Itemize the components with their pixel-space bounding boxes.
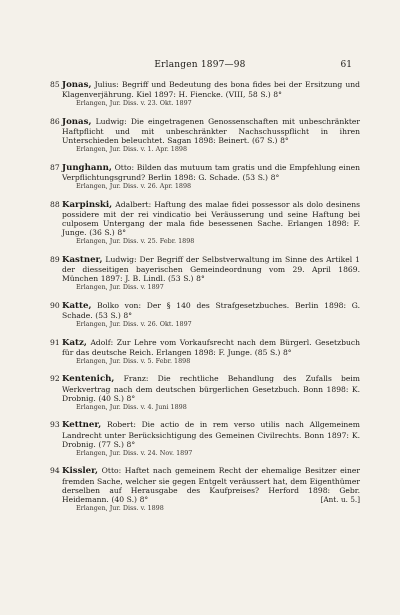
- bibliography-entry: [50, 254, 360, 292]
- bibliography-entry: [50, 162, 360, 191]
- entry-number: 94: [50, 466, 60, 476]
- entry-author: Kettner,: [62, 420, 102, 431]
- entry-text: [62, 420, 360, 449]
- entry-text: [62, 338, 360, 357]
- entry-number: 91: [50, 337, 60, 347]
- entry-number: 92: [50, 374, 60, 384]
- dissertation-note: Erlangen, Jur. Diss. v. 25. Febr. 1898: [76, 237, 195, 246]
- dissertation-note: Erlangen, Jur. Diss. v. 1898: [76, 504, 164, 513]
- entry-number: 93: [50, 420, 60, 430]
- bibliography-entry: [50, 199, 360, 247]
- entry-text: [62, 80, 360, 99]
- bibliography-entry: [50, 116, 360, 154]
- entry-text: [62, 255, 360, 284]
- bibliography-entry: [50, 466, 360, 513]
- dissertation-note: Erlangen, Jur. Diss. v. 26. Apr. 1898: [76, 182, 192, 191]
- entry-number: 88: [50, 199, 60, 209]
- entry-number: 87: [50, 162, 60, 172]
- entry-author: Kissler,: [62, 466, 99, 477]
- entry-author: Junghann,: [62, 162, 112, 173]
- dissertation-note: Erlangen, Jur. Diss. v. 5. Febr. 1898: [76, 357, 191, 365]
- entry-title: Adolf: Zur Lehre vom Vorkaufsrecht nach dem Bürgerl. Gesetzbuch für das deutsche Reich. Erlangen 1898: F. Junge. (85 S.) 8°: [62, 337, 360, 357]
- dissertation-note: Erlangen, Jur. Diss. v. 23. Okt. 1897: [76, 99, 192, 108]
- bibliography-entry: [50, 80, 360, 108]
- entry-author: Katte,: [62, 300, 92, 311]
- entry-title: Robert: Die actio de in rem verso utilis nach Allgemeinem Landrecht unter Berücksichtigung des Gemeinen Civilrechts. Bonn 1897: K. Drobnig. (77 S.) 8°: [62, 420, 360, 449]
- cross-reference: [Ant. u. 5.]: [320, 495, 360, 504]
- entry-title: Otto: Bilden das mutuum tam gratis und die Empfehlung einen Verpflichtungsgrund? Berlin 1898: G. Schade. (53 S.) 8°: [62, 162, 360, 182]
- entry-title: Ludwig: Die eingetragenen Genossenschaften mit unbeschränkter Haftpflicht und mit unbeschränkter Nachschusspflicht in ihren Unterschieden beleuchtet. Sagan 1898: Beinert. (67 S.) 8°: [62, 116, 360, 146]
- entry-title: Julius: Begriff und Bedeutung des bona fides bei der Ersitzung und Klagenverjährung. Kiel 1897: H. Fiencke. (VIII, 58 S.) 8°: [62, 80, 360, 100]
- entry-title: Franz: Die rechtliche Behandlung des Zufalls beim Werkvertrag nach dem deutschen bürgerlichen Gesetzbuch. Bonn 1898: K. Drobnig. (40 S.) 8°: [62, 374, 360, 403]
- entry-text: [62, 466, 360, 504]
- dissertation-note: Erlangen, Jur. Diss. v. 26. Okt. 1897: [76, 320, 192, 329]
- entry-author: Kentenich,: [62, 374, 115, 385]
- entry-number: 90: [50, 300, 60, 310]
- page-number: 61: [340, 60, 352, 70]
- entry-author: Katz,: [62, 337, 87, 348]
- dissertation-note: Erlangen, Jur. Diss. v. 1897: [76, 283, 164, 292]
- bibliography-entry: [50, 420, 360, 457]
- entry-title: Ludwig: Der Begriff der Selbstverwaltung im Sinne des Artikel 1 der diesseitigen bayerischen Gemeindeordnung vom 29. April 1869. München 1897: J. B. Lindl. (53 S.) 8°: [62, 254, 360, 284]
- entry-text: [62, 301, 360, 320]
- bibliography-entry: [50, 300, 360, 329]
- entry-title: Bolko von: Der § 140 des Strafgesetzbuches. Berlin 1898: G. Schade. (53 S.) 8°: [62, 300, 360, 320]
- entry-text: [62, 117, 360, 146]
- bibliography-entry: [50, 374, 360, 411]
- entry-list: [50, 80, 360, 522]
- entry-number: 86: [50, 116, 60, 126]
- entry-number: 85: [50, 80, 60, 89]
- entry-author: Kastner,: [62, 254, 103, 265]
- entry-author: Karpinski,: [62, 199, 113, 210]
- entry-author: Jonas,: [62, 80, 92, 90]
- bibliography-entry: [50, 337, 360, 366]
- dissertation-note: Erlangen, Jur. Diss. v. 4. Juni 1898: [76, 403, 187, 411]
- dissertation-note: Erlangen, Jur. Diss. v. 1. Apr. 1898: [76, 145, 188, 154]
- entry-title: Otto: Haftet nach gemeinem Recht der ehemalige Besitzer einer fremden Sache, welcher sie gegen Entgelt veräussert hat, dem Eigenthümer derselben auf Herausgabe des Kaufpreises? Herford 1898: Gebr. Heidemann. (40 S.) 8°: [62, 466, 360, 504]
- entry-author: Jonas,: [62, 116, 92, 127]
- entry-text: [62, 200, 360, 238]
- dissertation-note: Erlangen, Jur. Diss. v. 24. Nov. 1897: [76, 449, 193, 457]
- running-header: Erlangen 1897—98: [154, 60, 246, 70]
- entry-title: Adalbert: Haftung des malae fidei possessor als dolo desinens possidere mit der rei vindicatio bei Veräusserung und seine Haftung bei culposem Untergang der mala fide besessenen Sache. Erlangen 1898: F. Junge. (36 S.) 8°: [62, 199, 360, 238]
- entry-text: [62, 374, 360, 403]
- entry-text: [62, 163, 360, 182]
- entry-number: 89: [50, 254, 60, 264]
